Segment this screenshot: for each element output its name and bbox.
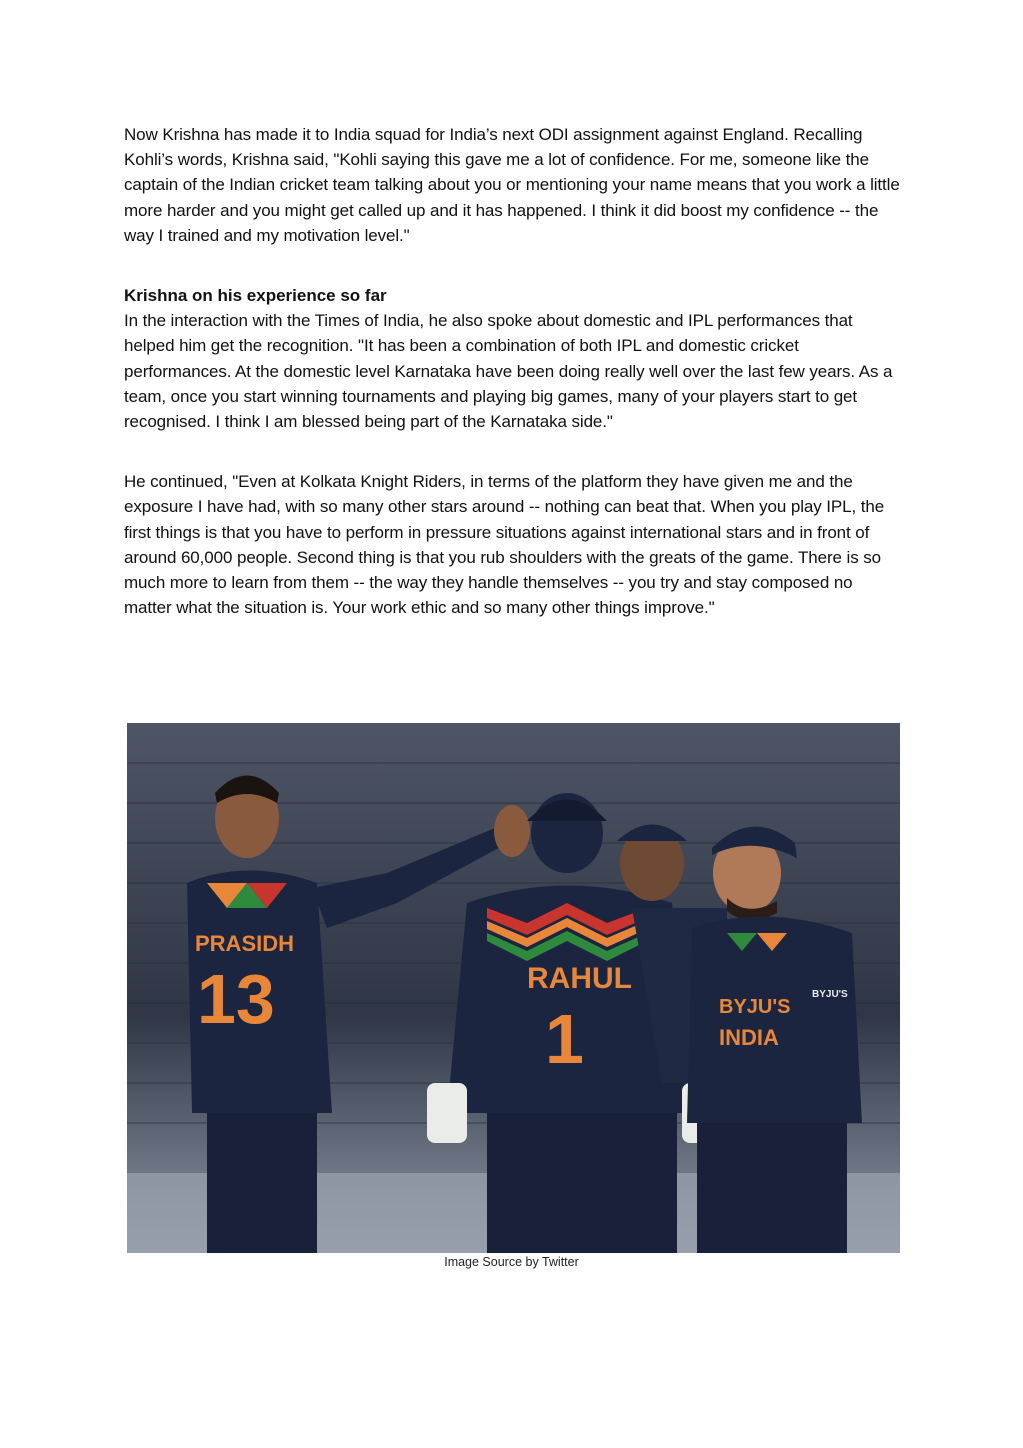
article-body [124,122,904,620]
article-paragraph-3: He continued, "Even at Kolkata Knight Riders, in terms of the platform they have given me and the exposure I have had, with so many other stars around -- nothing can beat that. When you play IPL, the first things is that you have to perform in pressure situations against international stars and in front of around 60,000 people. Second thing is that you rub shoulders with the greats of the game. There is so much more to learn from them -- the way they handle themselves -- you try and stay composed no matter what the situation is. Your work ethic and so many other things improve." [124,472,885,618]
jersey-number-left: 13 [197,960,275,1038]
jersey-name-rahul: RAHUL [527,962,632,995]
article-paragraph-2: In the interaction with the Times of India, he also spoke about domestic and IPL performances that helped him get the recognition. "It has been a combination of both IPL and domestic cricket performances. At the domestic level Karnataka have been doing really well over the last few years. As a team, once you start winning tournaments and playing big games, many of your players start to get recognised. I think I am blessed being part of the Karnataka side." [124,311,893,432]
cricket-team-photo [127,723,900,1253]
jersey-text-byjus: BYJU'S [719,996,791,1018]
jersey-text-india: INDIA [719,1025,779,1050]
image-caption: Image Source by Twitter [444,1255,579,1269]
sponsor-logo: BYJU'S [812,989,848,1000]
jersey-name-left: PRASIDH [195,931,295,956]
section-heading: Krishna on his experience so far [124,286,387,306]
article-paragraph-1: Now Krishna has made it to India squad for India’s next ODI assignment against England. Recalling Kohli’s words, Krishna said, "Kohli saying this gave me a lot of confidence. For me, someone like the captain of the Indian cricket team talking about you or mentioning your name means that you work a little more harder and you might get called up and it has happened. I think it did boost my confidence -- the way I trained and my motivation level." [124,125,900,245]
jersey-number-rahul: 1 [545,1000,584,1078]
